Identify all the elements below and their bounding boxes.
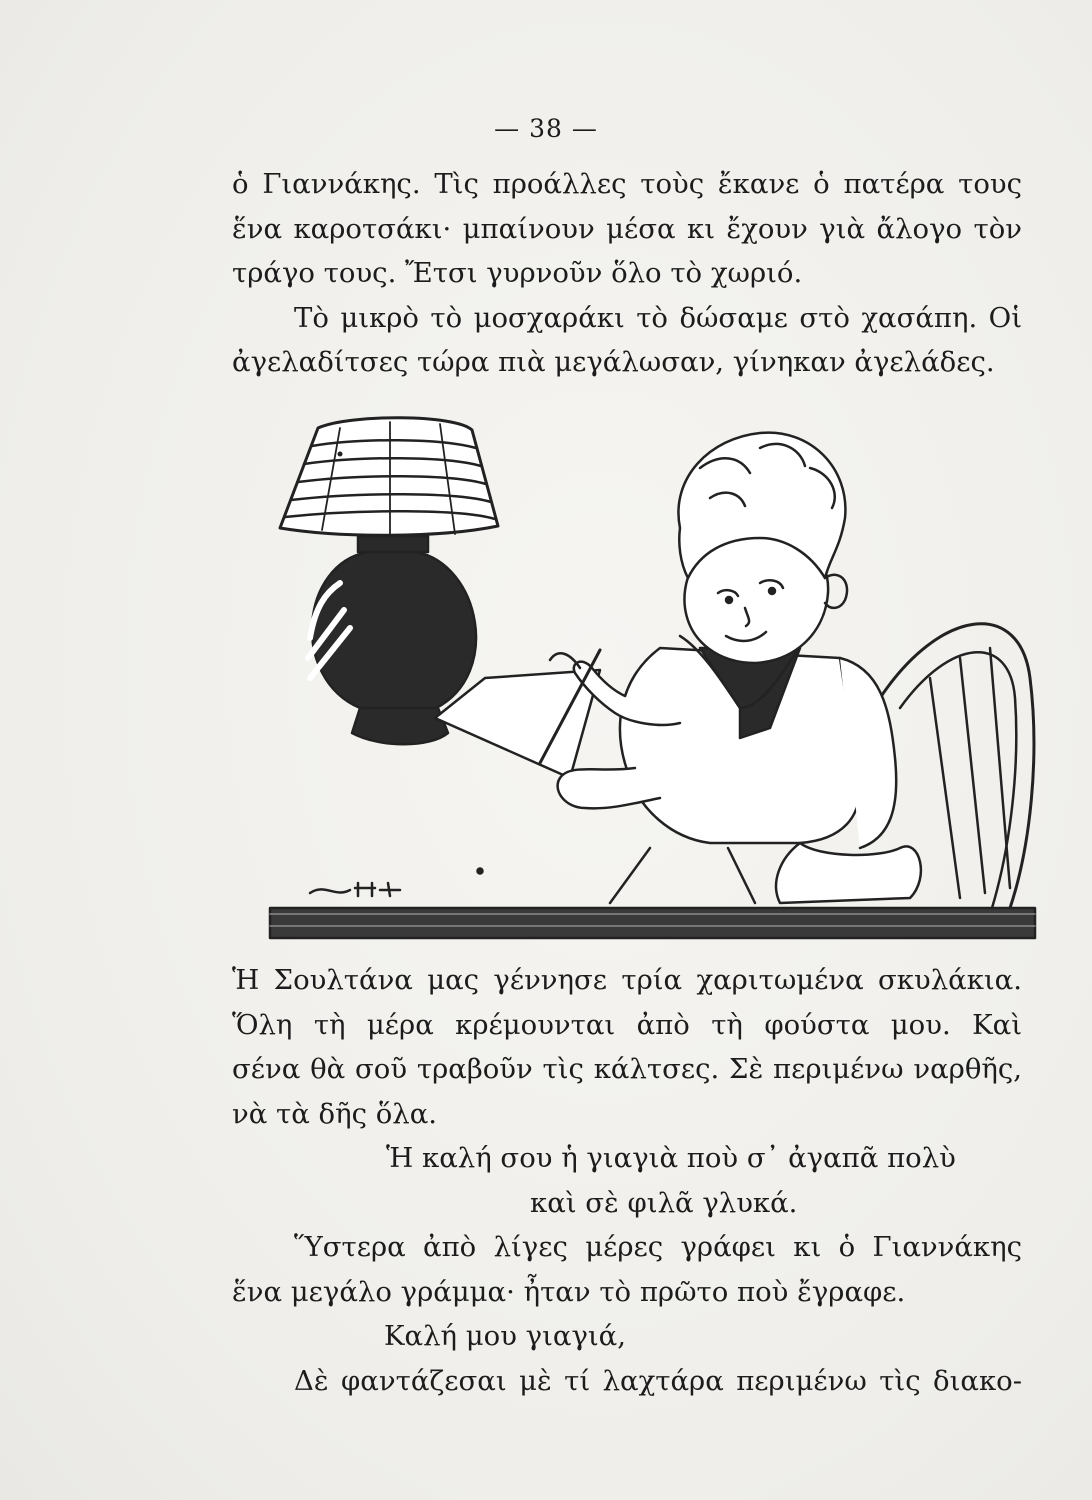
top-text-block: [232, 162, 1022, 385]
text-line: Ὅλη τὴ μέρα κρέμουνται ἀπὸ τὴ φούστα μου. Καὶ: [232, 1008, 1022, 1041]
text-line: ὁ Γιαννάκης. Τὶς προάλλες τοὺς ἔκανε ὁ πατέρα τους: [232, 168, 1022, 200]
text-line: Ὕστερα ἀπὸ λίγες μέρες γράφει κι ὁ Γιαννάκης: [294, 1231, 1022, 1263]
text-line: σένα θὰ σοῦ τραβοῦν τὶς κάλτσες. Σὲ περιμένω ναρθῆς,: [232, 1053, 1022, 1085]
text-line: Τὸ μικρὸ τὸ μοσχαράκι τὸ δώσαμε στὸ χασάπη. Οἱ: [294, 301, 1022, 334]
text-line: τράγο τους. Ἔτσι γυρνοῦν ὅλο τὸ χωριό.: [232, 257, 803, 289]
salutation: Καλή μου γιαγιά,: [384, 1320, 626, 1352]
page-number: — 38 —: [494, 114, 598, 143]
text-line: Ἡ Σουλτάνα μας γέννησε τρία χαριτωμένα σκυλάκια.: [232, 964, 1022, 996]
text-line: ἕνα καροτσάκι· μπαίνουν μέσα κι ἔχουν γιὰ ἄλογο τὸν: [232, 212, 1022, 245]
bottom-text-block: [232, 958, 1022, 1403]
text-line: νὰ τὰ δῆς ὅλα.: [232, 1097, 438, 1130]
boy-writing-at-desk-with-lamp-icon: [240, 378, 1040, 958]
text-line: Δὲ φαντάζεσαι μὲ τί λαχτάρα περιμένω τὶς διακο-: [294, 1364, 1022, 1397]
text-line: ἀγελαδίτσες τώρα πιὰ μεγάλωσαν, γίνηκαν ἀγελάδες.: [232, 346, 995, 378]
text-line: ἕνα μεγάλο γράμμα· ἦταν τὸ πρῶτο ποὺ ἔγραφε.: [232, 1275, 906, 1308]
closing-line: Ἡ καλή σου ἡ γιαγιὰ ποὺ σ᾽ ἀγαπᾶ πολὺ: [386, 1142, 956, 1174]
closing-line: καὶ σὲ φιλᾶ γλυκά.: [530, 1186, 798, 1219]
